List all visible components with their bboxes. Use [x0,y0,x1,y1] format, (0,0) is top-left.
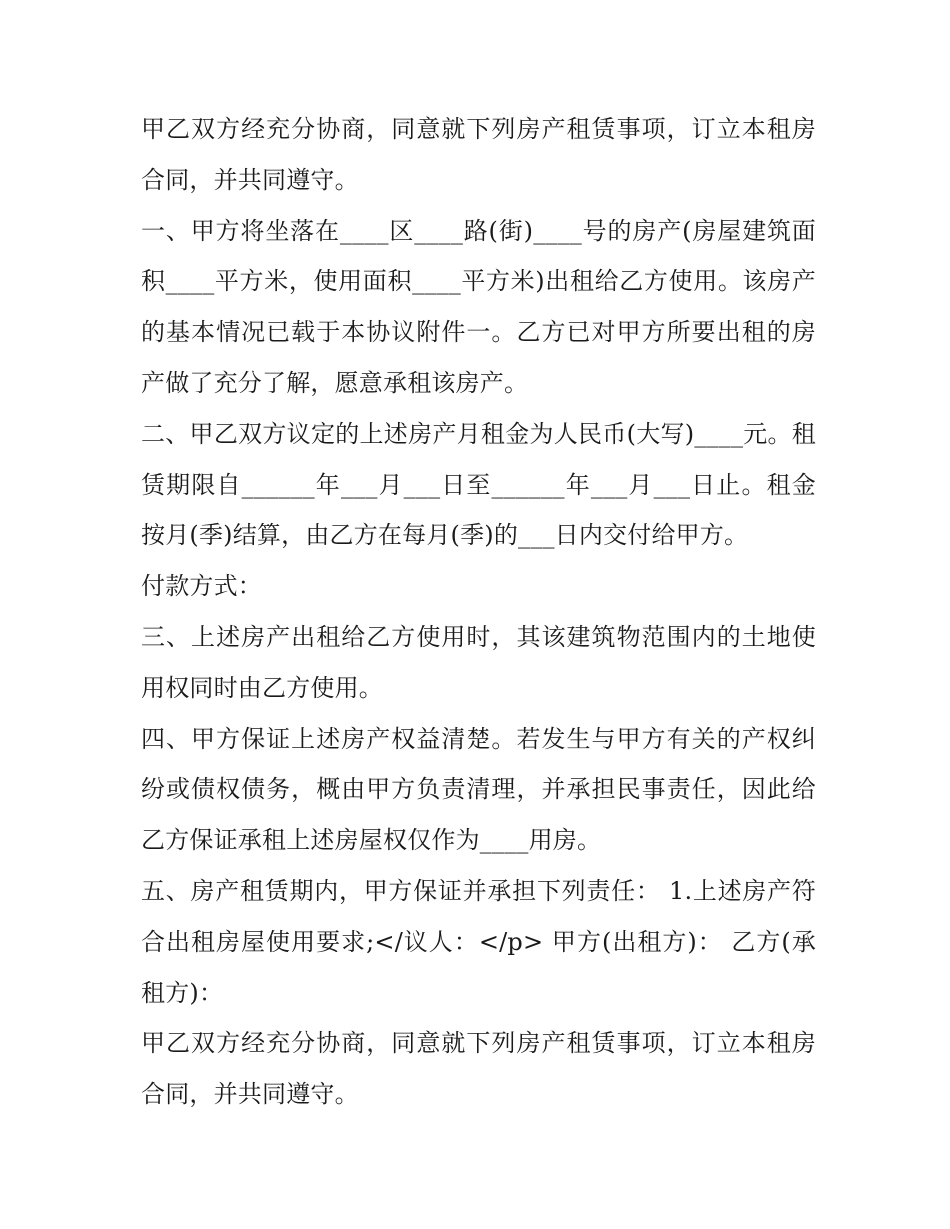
paragraph-clause-1: 一、甲方将坐落在____区____路(街)____号的房产(房屋建筑面积____平方米，使用面积____平方米)出租给乙方使用。该房产的基本情况已载于本协议附件一。乙方已对甲方所要出租的房产做了充分了解，愿意承租该房产。 [141,216,816,397]
paragraph-clause-4: 四、甲方保证上述房产权益清楚。若发生与甲方有关的产权纠纷或债权债务，概由甲方负责清理，并承担民事责任，因此给乙方保证承租上述房屋权仅作为____用房。 [141,724,816,855]
paragraph-intro: 甲乙双方经充分协商，同意就下列房产租赁事项，订立本租房合同，并共同遵守。 [141,115,816,194]
document-body [141,104,816,1120]
paragraph-intro-repeat: 甲乙双方经充分协商，同意就下列房产租赁事项，订立本租房合同，并共同遵守。 [141,1029,816,1109]
paragraph-payment-method: 付款方式： [141,572,262,601]
paragraph-clause-2: 二、甲乙双方议定的上述房产月租金为人民币(大写)____元。租赁期限自______年___月___日至______年___月___日止。租金按月(季)结算，由乙方在每月(季)的___日内交付给甲方。 [141,419,816,550]
paragraph-clause-3: 三、上述房产出租给乙方使用时，其该建筑物范围内的土地使用权同时由乙方使用。 [141,622,816,702]
paragraph-clause-5: 五、房产租赁期内，甲方保证并承担下列责任： 1.上述房产符合出租房屋使用要求;</议人：</p> 甲方(出租方)： 乙方(承租方)： [141,876,816,1007]
